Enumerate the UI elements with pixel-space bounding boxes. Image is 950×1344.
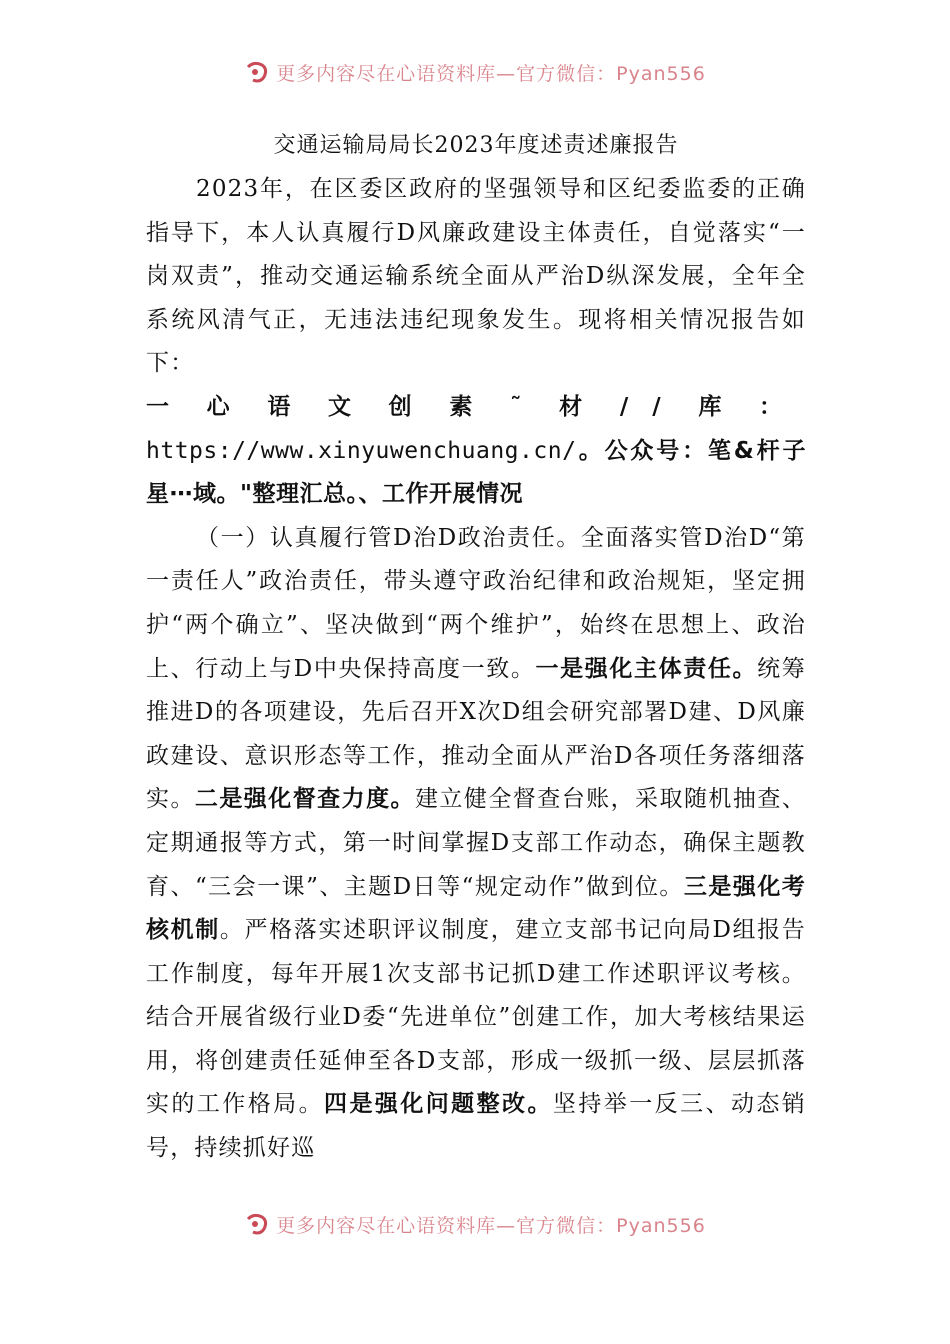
point-2-title: 二是强化督查力度。: [194, 786, 415, 813]
promo-rest-text: 。公众号：笔&杆子星⋯域。"整理汇总。、工作开展情况: [146, 437, 806, 508]
point-4-text: 坚持举一反三、动态销号，持续抓好巡: [146, 1091, 807, 1162]
logo-icon: [244, 59, 270, 85]
section-1-lead: （一）认真履行管D治D政治责任。全面落实管D治D“第一责任人”政治责任，带头遵守政治纪律和政治规矩，坚定拥护“两个确立”、坚决做到“两个维护”，始终在思想上、政治上、行动上与D中央保持高度一致。: [146, 524, 806, 682]
watermark-text: 更多内容尽在心语资料库—官方微信：Pyan556: [276, 1214, 706, 1237]
point-3-text: 。严格落实述职评议制度，建立支部书记向局D组报告工作制度，每年开展1次支部书记抓D建工作述职评议考核。结合开展省级行业D委“先进单位”创建工作，加大考核结果运用，将创建责任延伸至各D支部，形成一级抓一级、层层抓落实的工作格局。: [146, 917, 806, 1118]
intro-paragraph: 2023年，在区委区政府的坚强领导和区纪委监委的正确指导下，本人认真履行D风廉政建设主体责任，自觉落实“一岗双责”，推动交通运输系统全面从严治D纵深发展，全年全系统风清气正，无违法违纪现象发生。现将相关情况报告如下：: [146, 176, 806, 377]
section-1-paragraph: [146, 517, 806, 1171]
point-1-title: 一是强化主体责任。: [535, 655, 758, 682]
logo-icon: [244, 1211, 270, 1237]
promo-spaced-text: 一心语文创素˜材//库：: [146, 393, 806, 420]
watermark-text: 更多内容尽在心语资料库—官方微信：Pyan556: [276, 62, 706, 85]
point-1-text: 统筹推进D的各项建设，先后召开X次D组会研究部署D建、D风廉政建设、意识形态等工作，推动全面从严治D各项任务落细落实。: [146, 655, 807, 813]
promo-url: https://www.xinyuwenchuang.cn/: [146, 437, 577, 464]
point-2-text: 建立健全督查台账，采取随机抽查、定期通报等方式，第一时间掌握D支部工作动态，确保主题教育、“三会一课”、主题D日等“规定动作”做到位。: [146, 786, 806, 900]
promo-paragraph: [146, 386, 806, 517]
point-3-title: 三是强化考核机制: [146, 873, 806, 944]
document-title: 交通运输局局长2023年度述责述廉报告: [273, 133, 679, 158]
point-4-title: 四是强化问题整改。: [324, 1091, 553, 1118]
document-page: [146, 124, 806, 1171]
watermark-banner-bottom: [0, 1204, 950, 1244]
watermark-banner-top: [0, 52, 950, 92]
